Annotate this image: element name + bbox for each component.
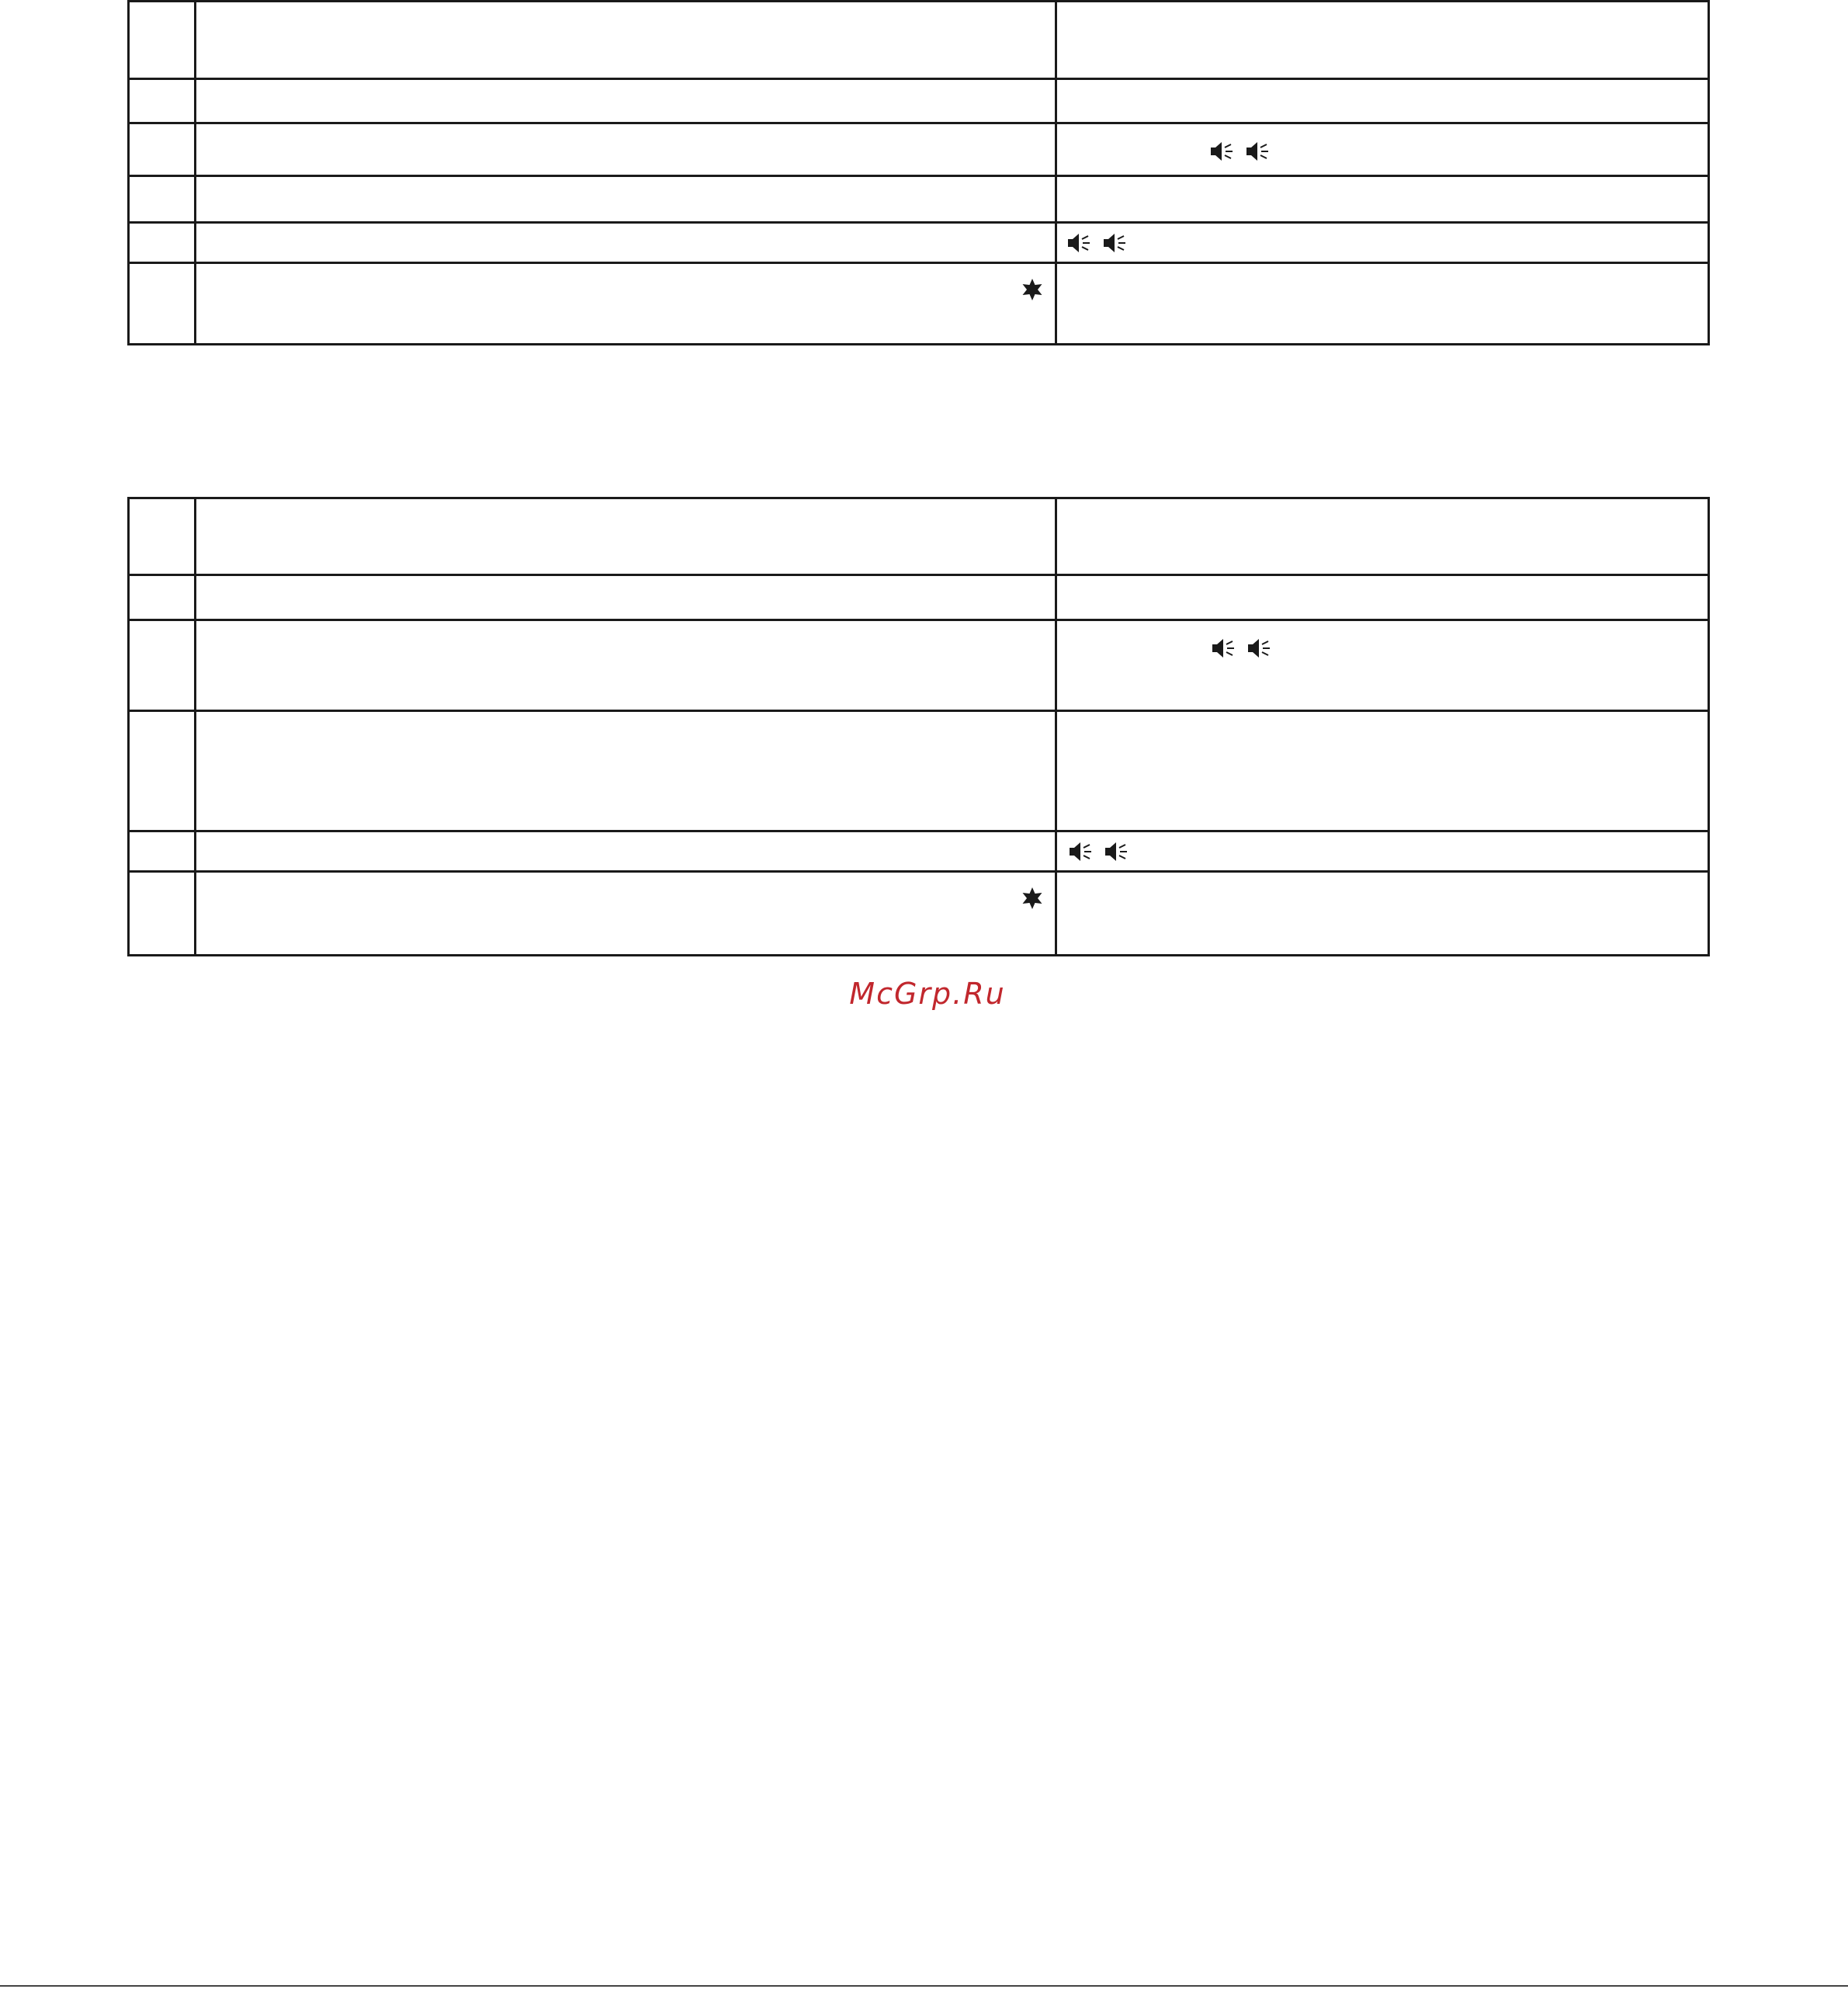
table-cell	[129, 620, 196, 711]
spec-table-1	[127, 0, 1710, 345]
table-cell	[196, 498, 1056, 575]
table-cell	[129, 831, 196, 872]
speaker-icon-pair	[1068, 840, 1130, 863]
table-cell	[196, 711, 1056, 831]
table-cell	[196, 176, 1056, 223]
table-cell	[129, 176, 196, 223]
table-row	[129, 620, 1709, 711]
speaker-volume-icon	[1245, 140, 1271, 163]
table-cell	[129, 79, 196, 123]
table-cell	[1056, 223, 1709, 263]
table-cell	[196, 79, 1056, 123]
table-cell	[1056, 123, 1709, 176]
table-cell	[1056, 620, 1709, 711]
speaker-icon-pair	[1066, 231, 1129, 255]
table-row	[129, 263, 1709, 345]
table-cell	[129, 223, 196, 263]
table-cell	[1056, 79, 1709, 123]
table-cell	[196, 263, 1056, 345]
spec-table-2	[127, 497, 1710, 956]
table-row	[129, 176, 1709, 223]
speaker-volume-icon	[1246, 637, 1273, 660]
table-row	[129, 711, 1709, 831]
table-row	[129, 2, 1709, 79]
watermark: McGrp.Ru	[849, 977, 1006, 1011]
speaker-volume-icon	[1104, 840, 1130, 863]
table-cell	[129, 123, 196, 176]
table-cell	[129, 2, 196, 79]
table-row	[129, 831, 1709, 872]
table-row	[129, 123, 1709, 176]
table-cell	[1056, 176, 1709, 223]
table-cell	[1056, 711, 1709, 831]
table-cell	[129, 263, 196, 345]
table-cell	[196, 575, 1056, 620]
table-row	[129, 79, 1709, 123]
table-cell	[196, 620, 1056, 711]
speaker-volume-icon	[1068, 840, 1094, 863]
speaker-volume-icon	[1211, 637, 1237, 660]
speaker-icon-pair	[1211, 637, 1273, 660]
table-cell	[129, 498, 196, 575]
speaker-icon-pair	[1209, 140, 1271, 163]
table-cell	[129, 575, 196, 620]
speaker-volume-icon	[1209, 140, 1236, 163]
bottom-divider	[0, 1985, 1848, 1987]
table-cell	[1056, 263, 1709, 345]
six-point-star-icon	[1021, 887, 1044, 910]
table-cell	[196, 2, 1056, 79]
table-cell	[196, 223, 1056, 263]
table-cell	[196, 831, 1056, 872]
table-row	[129, 498, 1709, 575]
table-row	[129, 223, 1709, 263]
table-row	[129, 575, 1709, 620]
table-cell	[1056, 575, 1709, 620]
table-row	[129, 872, 1709, 956]
table-cell	[1056, 2, 1709, 79]
table-cell	[1056, 498, 1709, 575]
table-cell	[196, 123, 1056, 176]
six-point-star-icon	[1021, 278, 1044, 301]
speaker-volume-icon	[1102, 231, 1129, 255]
table-cell	[1056, 872, 1709, 956]
table-cell	[129, 872, 196, 956]
speaker-volume-icon	[1066, 231, 1093, 255]
table-cell	[1056, 831, 1709, 872]
table-cell	[129, 711, 196, 831]
table-cell	[196, 872, 1056, 956]
